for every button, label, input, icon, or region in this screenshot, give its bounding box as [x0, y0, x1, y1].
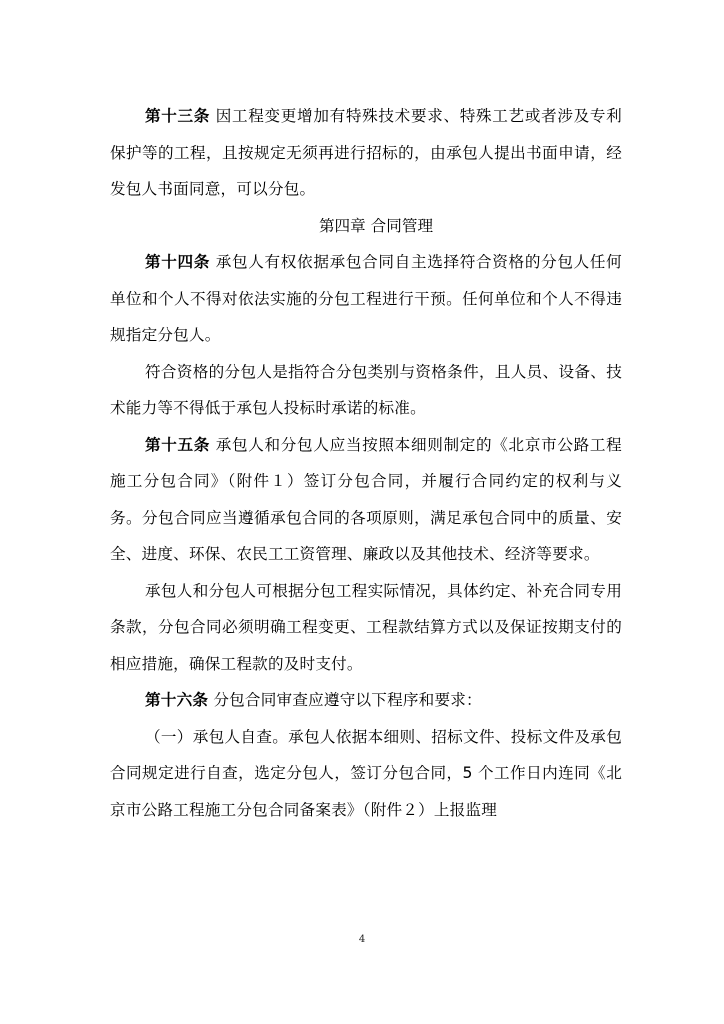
- article-15-paragraph: [110, 427, 622, 573]
- article-14-label: 第十四条: [145, 253, 211, 271]
- article-13-text: 因工程变更增加有特殊技术要求、特殊工艺或者涉及专利保护等的工程，且按规定无须再进行招标的，由承包人提出书面申请，经发包人书面同意，可以分包。: [110, 107, 622, 198]
- article-16-label: 第十六条: [145, 691, 209, 709]
- self-check-paragraph: [110, 719, 622, 829]
- chapter-heading: 第四章 合同管理: [318, 216, 434, 235]
- special-terms-paragraph: [110, 573, 622, 683]
- article-13-label: 第十三条: [145, 107, 211, 125]
- page-number: 4: [358, 934, 366, 945]
- article-16-paragraph: [110, 682, 622, 719]
- qualified-subcontractor-paragraph: [110, 354, 622, 427]
- article-15-label: 第十五条: [145, 435, 211, 454]
- article-16-text: 分包合同审查应遵守以下程序和要求：: [208, 691, 482, 709]
- special-terms-text: 承包人和分包人可根据分包工程实际情况，具体约定、补充合同专用条款，分包合同必须明确工程变更、工程款结算方式以及保证按期支付的相应措施，确保工程款的及时支付。: [110, 581, 622, 673]
- document-body: [110, 98, 622, 828]
- article-14-paragraph: [110, 244, 622, 354]
- article-14-text: 承包人有权依据承包合同自主选择符合资格的分包人任何单位和个人不得对依法实施的分包工程进行干预。任何单位和个人不得违规指定分包人。: [110, 253, 622, 344]
- article-15-text: 承包人和分包人应当按照本细则制定的《北京市公路工程施工分包合同》（附件１）签订分包合同，并履行合同约定的权利与义务。分包合同应当遵循承包合同的各项原则，满足承包合同中的质量、安全、进度、环保、农民工工资管理、廉政以及其他技术、经济等要求。: [110, 435, 622, 563]
- self-check-text: （一）承包人自查。承包人依据本细则、招标文件、投标文件及承包合同规定进行自查，选定分包人，签订分包合同，5 个工作日内连同《北京市公路工程施工分包合同备案表》（附件２）上报监理: [110, 727, 622, 819]
- article-13-paragraph: [110, 98, 622, 208]
- qualified-subcontractor-text: 符合资格的分包人是指符合分包类别与资格条件，且人员、设备、技术能力等不得低于承包人投标时承诺的标准。: [110, 362, 622, 417]
